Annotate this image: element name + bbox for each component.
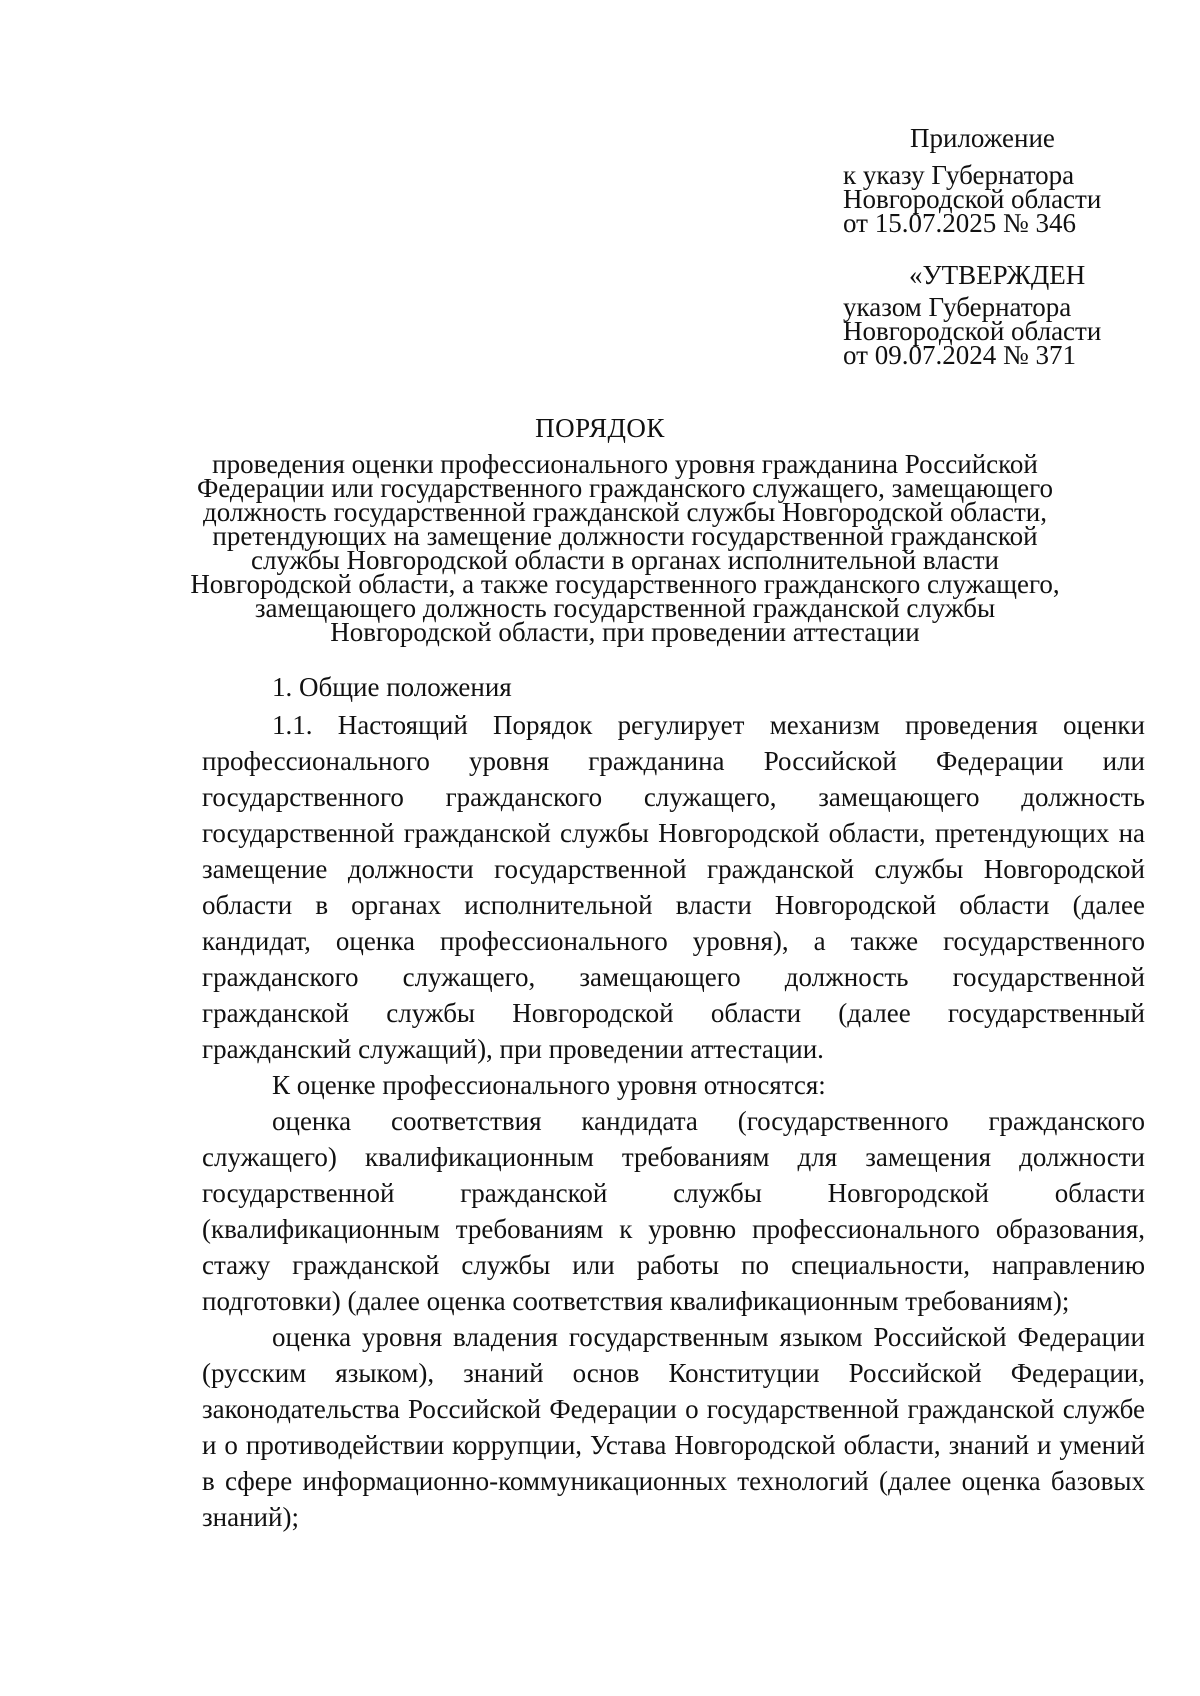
approval-line: Новгородской области [843,316,1102,346]
subtitle-line: Новгородской области, при проведении аттестации [330,617,920,647]
section-heading: 1. Общие положения [272,672,512,702]
subtitle-line: Новгородской области, а также государственного гражданского служащего, [190,569,1060,599]
paragraph: 1.1. Настоящий Порядок регулирует механизм проведения оценки профессионального уровня гражданина Российской Федерации или государственного гражданского служащего, замещающего должность государственной гражданской службы Новгородской области, претендующих на замещение должности государственной гражданской службы Новгородской области в органах исполнительной власти Новгородской области (далее кандидат, оценка профессионального уровня), а также государственного гражданского служащего, замещающего должность государственной гражданской службы Новгородской области (далее государственный гражданский служащий), при проведении аттестации. [202,710,1145,1064]
paragraph: К оценке профессионального уровня относятся: [272,1070,826,1100]
approval-line: от 09.07.2024 № 371 [843,340,1076,370]
approval-line: указом Губернатора [843,292,1072,322]
appendix-heading: Приложение [910,123,1055,153]
paragraph: оценка уровня владения государственным языком Российской Федерации (русским языком), знаний основ Конституции Российской Федерации, законодательства Российской Федерации о государственной гражданской службе и о противодействии коррупции, Устава Новгородской области, знаний и умений в сфере информационно-коммуникационных технологий (далее оценка базовых знаний); [202,1322,1145,1532]
subtitle-line: проведения оценки профессионального уровня гражданина Российской [212,449,1038,479]
document-title: ПОРЯДОК [535,413,665,443]
subtitle-line: должность государственной гражданской службы Новгородской области, [202,497,1048,527]
subtitle-line: службы Новгородской области в органах исполнительной власти [250,545,999,575]
appendix-line: к указу Губернатора [843,160,1075,190]
subtitle-line: замещающего должность государственной гражданской службы [254,593,996,623]
subtitle-line: Федерации или государственного гражданского служащего, замещающего [196,473,1054,503]
document-subtitle [190,449,1060,647]
appendix-line: от 15.07.2025 № 346 [843,208,1076,238]
document-body [202,669,1145,1535]
appendix-line: Новгородской области [843,184,1102,214]
paragraph: оценка соответствия кандидата (государственного гражданского служащего) квалификационным требованиям для замещения должности государственной гражданской службы Новгородской области (квалификационным требованиям к уровню профессионального образования, стажу гражданской службы или работы по специальности, направлению подготовки) (далее оценка соответствия квалификационным требованиям); [202,1106,1145,1316]
approval-heading: «УТВЕРЖДЕН [909,260,1086,290]
subtitle-line: претендующих на замещение должности государственной гражданской [212,521,1038,551]
